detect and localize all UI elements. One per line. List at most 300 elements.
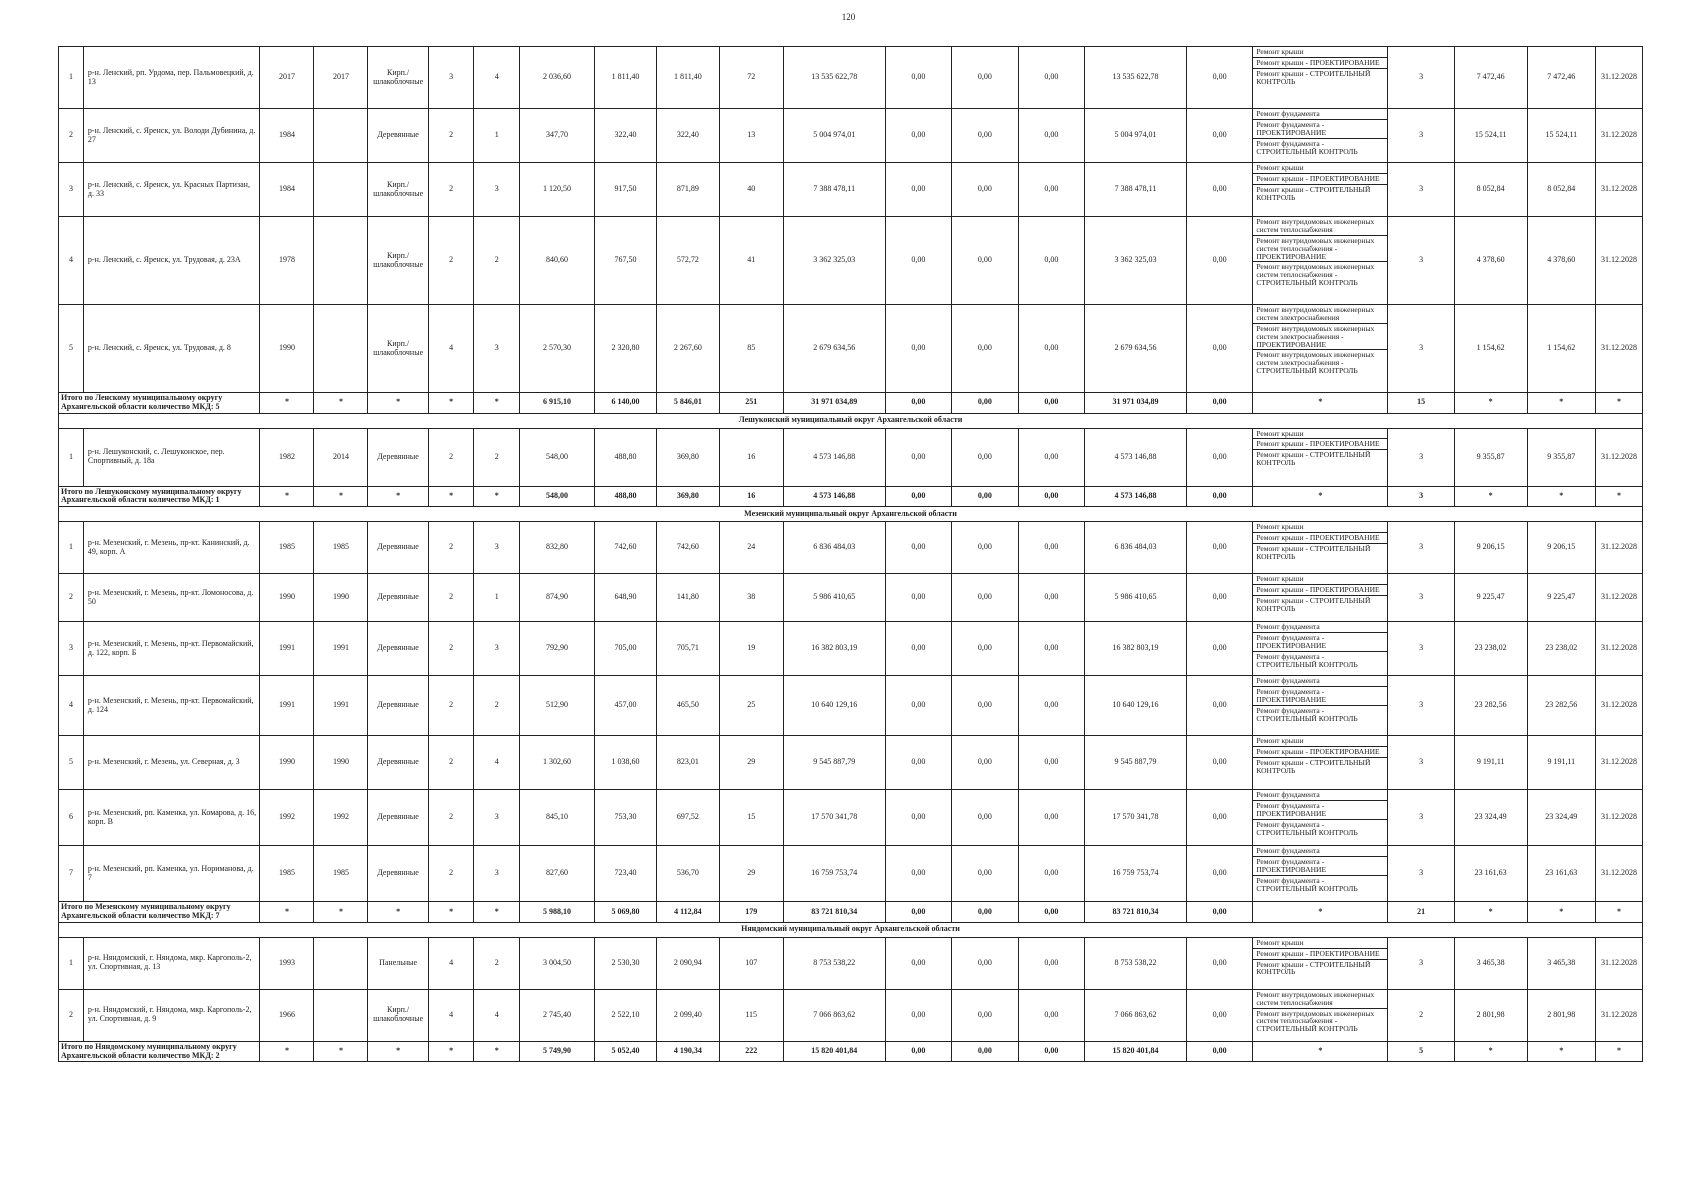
table-cell: 7 388 478,11: [783, 163, 885, 217]
table-cell: 0,00: [1018, 937, 1084, 989]
table-cell: 0,00: [1186, 790, 1252, 846]
table-cell: 1991: [314, 676, 368, 736]
table-cell: 1991: [260, 622, 314, 676]
table-cell: 16: [719, 428, 783, 486]
table-cell: 3: [474, 163, 520, 217]
district-header-row: [59, 922, 1643, 937]
table-cell: 0,00: [1018, 163, 1084, 217]
table-cell: 4: [428, 989, 474, 1041]
work-item: Ремонт крыши - СТРОИТЕЛЬНЫЙ КОНТРОЛЬ: [1256, 757, 1371, 775]
star-cell: *: [1253, 1041, 1388, 1062]
table-cell: 2: [474, 676, 520, 736]
table-cell: 3 465,38: [1454, 937, 1527, 989]
table-cell: 1 302,60: [520, 736, 595, 790]
table-cell: 3: [1388, 522, 1454, 574]
address-cell: р-н. Мезенский, г. Мезень, пр-кт. Ломоносова, д. 50: [83, 574, 260, 622]
table-cell: 0,00: [952, 486, 1018, 507]
work-item: Ремонт фундамента - СТРОИТЕЛЬНЫЙ КОНТРОЛЬ: [1256, 705, 1358, 723]
table-cell: 0,00: [885, 622, 951, 676]
works-list: [1253, 676, 1387, 723]
works-list: [1253, 622, 1387, 669]
table-cell: 3 004,50: [520, 937, 595, 989]
works-list: [1253, 109, 1387, 156]
table-cell: Кирп./ шлакоблочные: [368, 305, 428, 393]
table-cell: 2: [428, 428, 474, 486]
work-item: Ремонт внутридомовых инженерных систем теплоснабжения: [1253, 217, 1387, 236]
table-cell: 0,00: [1018, 846, 1084, 902]
work-item: Ремонт фундамента - СТРОИТЕЛЬНЫЙ КОНТРОЛЬ: [1256, 875, 1358, 893]
table-cell: 5 069,80: [594, 902, 656, 923]
row-number: 2: [59, 574, 84, 622]
table-cell: 0,00: [885, 989, 951, 1041]
address-cell: р-н. Ленский, с. Яренск, ул. Красных Партизан, д. 33: [83, 163, 260, 217]
star-cell: *: [428, 393, 474, 414]
table-cell: 25: [719, 676, 783, 736]
table-row: [59, 574, 1643, 622]
table-cell: 4: [474, 736, 520, 790]
table-cell: 2 090,94: [657, 937, 719, 989]
star-cell: *: [474, 1041, 520, 1062]
table-cell: 10 640 129,16: [783, 676, 885, 736]
table-cell: 0,00: [885, 47, 951, 109]
table-cell: 0,00: [885, 902, 951, 923]
star-cell: *: [474, 486, 520, 507]
work-item: Ремонт крыши - ПРОЕКТИРОВАНИЕ: [1253, 439, 1387, 450]
table-row: [59, 989, 1643, 1041]
table-cell: Деревянные: [368, 574, 428, 622]
table-cell: 31.12.2028: [1596, 522, 1643, 574]
star-cell: *: [314, 1041, 368, 1062]
table-cell: 1985: [260, 522, 314, 574]
table-cell: 40: [719, 163, 783, 217]
table-cell: 2 522,10: [594, 989, 656, 1041]
row-number: 7: [59, 846, 84, 902]
works-list: [1253, 522, 1387, 562]
table-cell: 16 382 803,19: [783, 622, 885, 676]
table-cell: 23 324,49: [1454, 790, 1527, 846]
subtotal-row: [59, 486, 1643, 507]
table-cell: 4 573 146,88: [1085, 486, 1187, 507]
works-list: [1253, 429, 1387, 469]
subtotal-label: Итого по Ленскому муниципальному округу Архангельской области количество МКД: 5: [59, 393, 260, 414]
table-cell: [314, 305, 368, 393]
table-cell: 31.12.2028: [1596, 846, 1643, 902]
table-cell: 8 753 538,22: [1085, 937, 1187, 989]
subtotal-row: [59, 393, 1643, 414]
star-cell: *: [1454, 1041, 1527, 1062]
table-cell: 7 472,46: [1454, 47, 1527, 109]
table-cell: 845,10: [520, 790, 595, 846]
work-item: Ремонт крыши - СТРОИТЕЛЬНЫЙ КОНТРОЛЬ: [1256, 450, 1371, 468]
table-cell: 0,00: [885, 937, 951, 989]
table-cell: 1990: [314, 736, 368, 790]
star-cell: *: [1253, 902, 1388, 923]
table-cell: 0,00: [885, 790, 951, 846]
table-cell: 742,60: [594, 522, 656, 574]
table-cell: 0,00: [1186, 428, 1252, 486]
table-cell: 2 801,98: [1527, 989, 1596, 1041]
table-cell: 0,00: [1018, 790, 1084, 846]
work-item: Ремонт фундамента: [1253, 676, 1387, 687]
works-cell: [1253, 305, 1388, 393]
table-cell: 5 988,10: [520, 902, 595, 923]
address-cell: р-н. Ленский, с. Яренск, ул. Трудовая, д. 8: [83, 305, 260, 393]
table-cell: Деревянные: [368, 790, 428, 846]
table-cell: 9 355,87: [1527, 428, 1596, 486]
table-cell: 10 640 129,16: [1085, 676, 1187, 736]
table-cell: [314, 163, 368, 217]
table-cell: 6 140,00: [594, 393, 656, 414]
table-cell: 31.12.2028: [1596, 574, 1643, 622]
table-cell: 2: [428, 217, 474, 305]
table-row: [59, 109, 1643, 163]
table-cell: 753,30: [594, 790, 656, 846]
table-cell: 0,00: [1186, 486, 1252, 507]
table-cell: 7 066 863,62: [783, 989, 885, 1041]
work-item: Ремонт крыши: [1253, 938, 1387, 949]
table-cell: 2 099,40: [657, 989, 719, 1041]
table-cell: 23 282,56: [1454, 676, 1527, 736]
work-item: Ремонт крыши: [1253, 522, 1387, 533]
table-cell: 31.12.2028: [1596, 736, 1643, 790]
table-cell: 347,70: [520, 109, 595, 163]
housing-repair-table: [58, 46, 1643, 1062]
table-cell: 0,00: [1186, 393, 1252, 414]
table-cell: 3: [1388, 109, 1454, 163]
table-cell: 222: [719, 1041, 783, 1062]
table-cell: 823,01: [657, 736, 719, 790]
works-cell: [1253, 217, 1388, 305]
table-cell: 2 679 634,56: [783, 305, 885, 393]
table-cell: 1: [474, 109, 520, 163]
works-list: [1253, 790, 1387, 837]
table-cell: 23 282,56: [1527, 676, 1596, 736]
table-cell: 0,00: [1186, 47, 1252, 109]
table-cell: 15 820 401,84: [783, 1041, 885, 1062]
row-number: 5: [59, 736, 84, 790]
table-cell: 742,60: [657, 522, 719, 574]
table-cell: 0,00: [885, 846, 951, 902]
table-cell: 0,00: [952, 1041, 1018, 1062]
table-cell: 41: [719, 217, 783, 305]
row-number: 5: [59, 305, 84, 393]
table-cell: 0,00: [952, 305, 1018, 393]
address-cell: р-н. Няндомский, г. Няндома, мкр. Каргополь-2, ул. Спортивная, д. 13: [83, 937, 260, 989]
table-cell: 2: [428, 846, 474, 902]
table-cell: 31.12.2028: [1596, 217, 1643, 305]
star-cell: *: [474, 902, 520, 923]
table-cell: 3 362 325,03: [783, 217, 885, 305]
table-cell: 17 570 341,78: [783, 790, 885, 846]
table-row: [59, 790, 1643, 846]
table-cell: 1984: [260, 163, 314, 217]
star-cell: *: [260, 486, 314, 507]
work-item: Ремонт внутридомовых инженерных систем электроснабжения - ПРОЕКТИРОВАНИЕ: [1253, 324, 1387, 351]
table-cell: 4 573 146,88: [1085, 428, 1187, 486]
table-cell: 3: [1388, 574, 1454, 622]
address-cell: р-н. Няндомский, г. Няндома, мкр. Каргополь-2, ул. Спортивная, д. 9: [83, 989, 260, 1041]
star-cell: *: [1253, 486, 1388, 507]
table-cell: 2: [428, 163, 474, 217]
table-cell: Панельные: [368, 937, 428, 989]
table-cell: 1 811,40: [657, 47, 719, 109]
table-cell: Кирп./ шлакоблочные: [368, 163, 428, 217]
table-cell: 0,00: [1018, 1041, 1084, 1062]
table-cell: 1991: [314, 622, 368, 676]
table-row: [59, 846, 1643, 902]
table-cell: 0,00: [1186, 305, 1252, 393]
table-cell: 3: [1388, 622, 1454, 676]
table-cell: 2: [428, 109, 474, 163]
table-cell: [314, 989, 368, 1041]
table-cell: 5 749,90: [520, 1041, 595, 1062]
works-cell: [1253, 846, 1388, 902]
work-item: Ремонт фундамента: [1253, 109, 1387, 120]
table-cell: 4: [428, 305, 474, 393]
work-item: Ремонт крыши - ПРОЕКТИРОВАНИЕ: [1253, 585, 1387, 596]
district-title: Лешуконский муниципальный округ Архангельской области: [59, 413, 1643, 428]
table-cell: 0,00: [885, 736, 951, 790]
table-cell: 0,00: [952, 217, 1018, 305]
table-cell: 1966: [260, 989, 314, 1041]
table-row: [59, 217, 1643, 305]
table-cell: 3 465,38: [1527, 937, 1596, 989]
work-item: Ремонт крыши - СТРОИТЕЛЬНЫЙ КОНТРОЛЬ: [1256, 543, 1371, 561]
table-row: [59, 736, 1643, 790]
table-cell: 1993: [260, 937, 314, 989]
table-cell: 2 679 634,56: [1085, 305, 1187, 393]
table-cell: 322,40: [594, 109, 656, 163]
table-cell: 0,00: [1018, 902, 1084, 923]
work-item: Ремонт крыши - ПРОЕКТИРОВАНИЕ: [1253, 533, 1387, 544]
table-cell: [314, 217, 368, 305]
star-cell: *: [1527, 902, 1596, 923]
table-cell: 115: [719, 989, 783, 1041]
work-item: Ремонт внутридомовых инженерных систем теплоснабжения: [1253, 990, 1387, 1009]
work-item: Ремонт внутридомовых инженерных систем электроснабжения: [1253, 305, 1387, 324]
table-cell: 0,00: [1018, 393, 1084, 414]
table-cell: 0,00: [952, 902, 1018, 923]
table-cell: 23 238,02: [1454, 622, 1527, 676]
table-cell: 17 570 341,78: [1085, 790, 1187, 846]
row-number: 6: [59, 790, 84, 846]
table-cell: 9 545 887,79: [783, 736, 885, 790]
works-cell: [1253, 989, 1388, 1041]
table-row: [59, 428, 1643, 486]
table-cell: 31 971 034,89: [783, 393, 885, 414]
table-cell: 3: [474, 305, 520, 393]
work-item: Ремонт крыши - СТРОИТЕЛЬНЫЙ КОНТРОЛЬ: [1256, 184, 1371, 202]
work-item: Ремонт крыши: [1253, 47, 1387, 58]
star-cell: *: [1454, 486, 1527, 507]
table-cell: 9 225,47: [1454, 574, 1527, 622]
subtotal-label: Итого по Лешуконскому муниципальному округу Архангельской области количество МКД: 1: [59, 486, 260, 507]
table-cell: Деревянные: [368, 428, 428, 486]
table-cell: 1978: [260, 217, 314, 305]
table-cell: 0,00: [1018, 47, 1084, 109]
table-cell: 4 190,34: [657, 1041, 719, 1062]
table-cell: 4 378,60: [1527, 217, 1596, 305]
table-cell: 0,00: [952, 574, 1018, 622]
table-cell: 8 052,84: [1454, 163, 1527, 217]
table-cell: 1: [474, 574, 520, 622]
table-cell: [314, 109, 368, 163]
table-cell: 465,50: [657, 676, 719, 736]
table-cell: Деревянные: [368, 109, 428, 163]
table-cell: 15: [719, 790, 783, 846]
table-cell: 7 388 478,11: [1085, 163, 1187, 217]
subtotal-label: Итого по Мезенскому муниципальному округу Архангельской области количество МКД: 7: [59, 902, 260, 923]
table-cell: 0,00: [952, 790, 1018, 846]
table-cell: 31 971 034,89: [1085, 393, 1187, 414]
table-cell: 0,00: [952, 937, 1018, 989]
address-cell: р-н. Мезенский, рп. Каменка, ул. Комарова, д. 16, корп. В: [83, 790, 260, 846]
table-cell: 0,00: [885, 393, 951, 414]
table-cell: 4: [474, 989, 520, 1041]
table-cell: 8 753 538,22: [783, 937, 885, 989]
works-list: [1253, 736, 1387, 776]
table-cell: 2: [1388, 989, 1454, 1041]
star-cell: *: [1596, 393, 1643, 414]
table-cell: 6 836 484,03: [783, 522, 885, 574]
table-cell: 0,00: [952, 989, 1018, 1041]
table-cell: 0,00: [1018, 305, 1084, 393]
table-cell: 83 721 810,34: [783, 902, 885, 923]
table-cell: 9 206,15: [1527, 522, 1596, 574]
row-number: 1: [59, 937, 84, 989]
star-cell: *: [1527, 393, 1596, 414]
table-cell: [314, 937, 368, 989]
table-cell: 7 472,46: [1527, 47, 1596, 109]
table-cell: 9 225,47: [1527, 574, 1596, 622]
row-number: 4: [59, 217, 84, 305]
address-cell: р-н. Мезенский, г. Мезень, пр-кт. Канинский, д. 49, корп. А: [83, 522, 260, 574]
table-cell: 1985: [314, 846, 368, 902]
star-cell: *: [1253, 393, 1388, 414]
address-cell: р-н. Мезенский, г. Мезень, ул. Северная, д. 3: [83, 736, 260, 790]
table-cell: 0,00: [885, 109, 951, 163]
table-cell: 840,60: [520, 217, 595, 305]
table-cell: 1984: [260, 109, 314, 163]
row-number: 1: [59, 47, 84, 109]
star-cell: *: [314, 393, 368, 414]
table-cell: 13 535 622,78: [783, 47, 885, 109]
work-item: Ремонт фундамента - СТРОИТЕЛЬНЫЙ КОНТРОЛЬ: [1256, 651, 1358, 669]
table-cell: 2 267,60: [657, 305, 719, 393]
star-cell: *: [260, 1041, 314, 1062]
table-cell: 1992: [260, 790, 314, 846]
table-cell: 792,90: [520, 622, 595, 676]
table-cell: 2 036,60: [520, 47, 595, 109]
table-cell: 2 570,30: [520, 305, 595, 393]
works-cell: [1253, 522, 1388, 574]
table-cell: 5: [1388, 1041, 1454, 1062]
table-cell: 0,00: [1186, 163, 1252, 217]
star-cell: *: [260, 393, 314, 414]
star-cell: *: [368, 902, 428, 923]
star-cell: *: [428, 902, 474, 923]
works-cell: [1253, 47, 1388, 109]
table-cell: Кирп./ шлакоблочные: [368, 47, 428, 109]
address-cell: р-н. Ленский, с. Яренск, ул. Володи Дубинина, д. 27: [83, 109, 260, 163]
table-cell: 0,00: [952, 428, 1018, 486]
table-cell: 0,00: [885, 428, 951, 486]
district-header-row: [59, 413, 1643, 428]
table-cell: 723,40: [594, 846, 656, 902]
table-cell: 832,80: [520, 522, 595, 574]
work-item: Ремонт фундамента: [1253, 622, 1387, 633]
star-cell: *: [428, 1041, 474, 1062]
star-cell: *: [1596, 1041, 1643, 1062]
table-cell: 1982: [260, 428, 314, 486]
row-number: 2: [59, 989, 84, 1041]
table-cell: 6 836 484,03: [1085, 522, 1187, 574]
table-cell: 0,00: [1186, 676, 1252, 736]
star-cell: *: [368, 486, 428, 507]
star-cell: *: [1527, 486, 1596, 507]
table-cell: 5 052,40: [594, 1041, 656, 1062]
table-cell: 2: [474, 937, 520, 989]
subtotal-label: Итого по Няндомскому муниципальному округу Архангельской области количество МКД: 2: [59, 1041, 260, 1062]
table-cell: 5 986 410,65: [783, 574, 885, 622]
table-cell: 0,00: [885, 574, 951, 622]
table-cell: 0,00: [1186, 736, 1252, 790]
table-cell: 0,00: [952, 676, 1018, 736]
table-cell: 179: [719, 902, 783, 923]
table-cell: Деревянные: [368, 736, 428, 790]
table-row: [59, 622, 1643, 676]
table-cell: 7 066 863,62: [1085, 989, 1187, 1041]
table-cell: 5 846,01: [657, 393, 719, 414]
star-cell: *: [368, 1041, 428, 1062]
works-list: [1253, 163, 1387, 203]
table-cell: 5 004 974,01: [1085, 109, 1187, 163]
table-cell: 16 759 753,74: [1085, 846, 1187, 902]
works-list: [1253, 990, 1387, 1034]
work-item: Ремонт фундамента - ПРОЕКТИРОВАНИЕ: [1253, 633, 1387, 652]
table-row: [59, 163, 1643, 217]
table-cell: 457,00: [594, 676, 656, 736]
table-cell: 2: [428, 522, 474, 574]
star-cell: *: [1527, 1041, 1596, 1062]
star-cell: *: [314, 486, 368, 507]
table-cell: 6 915,10: [520, 393, 595, 414]
table-cell: 0,00: [952, 846, 1018, 902]
table-cell: 0,00: [885, 522, 951, 574]
table-cell: 0,00: [952, 109, 1018, 163]
table-cell: 0,00: [1018, 522, 1084, 574]
table-cell: 2: [474, 217, 520, 305]
table-cell: 3: [474, 522, 520, 574]
works-list: [1253, 574, 1387, 614]
star-cell: *: [314, 902, 368, 923]
table-cell: 4: [474, 47, 520, 109]
table-cell: 0,00: [1186, 989, 1252, 1041]
table-cell: 85: [719, 305, 783, 393]
works-list: [1253, 846, 1387, 893]
table-cell: 0,00: [1186, 622, 1252, 676]
table-cell: 0,00: [952, 622, 1018, 676]
table-cell: 1990: [260, 736, 314, 790]
table-cell: 31.12.2028: [1596, 163, 1643, 217]
works-cell: [1253, 736, 1388, 790]
table-cell: 23 324,49: [1527, 790, 1596, 846]
table-row: [59, 937, 1643, 989]
table-cell: Кирп./ шлакоблочные: [368, 217, 428, 305]
table-cell: 31.12.2028: [1596, 622, 1643, 676]
table-cell: 2: [428, 622, 474, 676]
table-cell: 3: [1388, 163, 1454, 217]
